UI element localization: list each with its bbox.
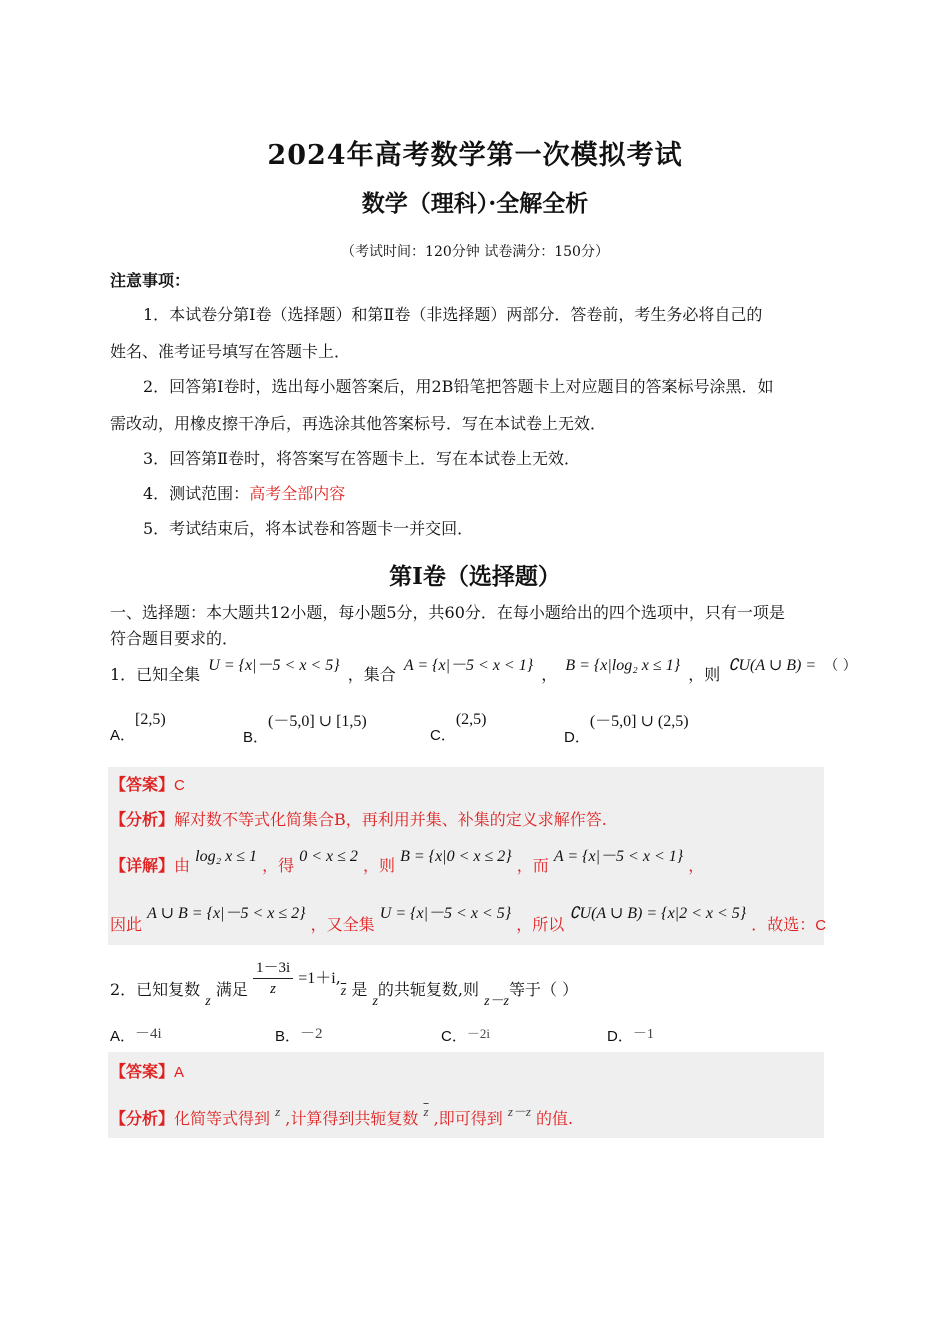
q2-frac-num: 1－3i [253,958,293,979]
q1-detail-m5: A ∪ B = {x|－5 < x ≤ 2} [147,905,306,922]
q1-answer-paren: （ ） [824,658,857,674]
q2-z: z [205,994,211,1009]
q1-detail-m7: ∁U(A ∪ B) = {x|2 < x < 5} [569,905,747,922]
q1-analysis-text: 解对数不等式化简集合B，再利用并集、补集的定义求解作答. [174,810,607,829]
q1-detail-tag: 【详解】 [110,856,175,875]
note-item-3: 3．回答第Ⅱ卷时，将答案写在答题卡上．写在本试卷上无效． [143,449,581,468]
q1-set-a: A = {x|－5 < x < 1} [403,657,534,674]
q1-analysis-tag: 【分析】 [110,810,175,829]
q1-prefix: 1．已知全集 [110,665,201,684]
q1-sep: ， [541,665,558,684]
q1-detail-t4: ，而 [516,856,549,875]
q2-zbar: $\overline{z}$ [340,984,347,999]
q2-analysis-t2: ,计算得到共轭复数 [285,1109,419,1128]
q1-option-c-label: C． [430,727,456,744]
q1-option-d-label: D． [564,729,590,746]
q1-detail-m2: 0 < x ≤ 2 [299,848,358,865]
note-item-1: 1．本试卷分第Ⅰ卷（选择题）和第Ⅱ卷（非选择题）两部分．答卷前，考生务必将自己的 [143,305,763,324]
q2-analysis-z: z [275,1104,281,1119]
q1-detail-m4: A = {x|－5 < x < 1} [553,848,684,865]
q1-option-d [564,708,689,746]
q2-answer [110,1059,184,1082]
q1-text-mid1: ，集合 [347,665,396,684]
q2-option-c-label: C． [441,1028,467,1045]
q1-option-b-label: B． [243,729,269,746]
q2-answer-value: A [174,1064,185,1081]
q1-detail-t3: ，则 [363,856,396,875]
q1-expression: ∁U(A ∪ B) = [728,657,817,674]
question-1 [110,652,857,684]
note-item-2: 2．回答第Ⅰ卷时，选出每小题答案后，用2B铅笔把答题卡上对应题目的答案标号涂黑．如 [143,377,774,396]
q1-answer-tag: 【答案】 [110,775,175,794]
q2-analysis-zbar: $\overline{z}$ [423,1104,429,1119]
note-item-4 [143,481,345,504]
q1-option-a-label: A． [110,727,136,744]
q2-t4: 的共轭复数,则 [377,980,479,999]
q1-detail-t6: 因此 [110,915,143,934]
q2-option-a [110,1022,162,1043]
q1-detail-m3: B = {x|0 < x ≤ 2} [400,848,512,865]
q2-fraction [253,958,293,999]
note-item-1-cont: 姓名、准考证号填写在答题卡上． [110,342,351,361]
q2-option-c [441,1022,490,1043]
q2-analysis-tag: 【分析】 [110,1109,175,1128]
instructions-cont: 符合题目要求的． [110,629,239,648]
q2-t2: , [335,968,341,987]
q1-detail-t8: ，所以 [516,915,565,934]
q1-detail-t5: ， [688,856,705,875]
instructions: 一、选择题：本大题共12小题，每小题5分，共60分．在每小题给出的四个选项中，只有一项是 [110,603,785,622]
q2-option-a-value: －4i [135,1026,162,1042]
q2-analysis-expr: z－z [507,1104,531,1119]
q1-detail-m1: log₂ x ≤ 1 [195,848,258,865]
q2-option-a-label: A． [110,1028,136,1045]
q1-option-b [243,708,367,746]
q2-option-d [607,1022,654,1043]
q1-option-a [110,708,166,744]
q2-option-c-value: －2i [466,1026,490,1041]
q1-detail-line2 [110,900,827,934]
q1-answer [110,772,185,795]
q1-detail-t9: ．故选： [751,915,816,934]
q2-analysis-t1: 化简等式得到 [174,1109,271,1128]
q1-detail-t7: ，又全集 [310,915,375,934]
q2-option-b [275,1022,323,1043]
q2-answer-tag: 【答案】 [110,1062,175,1081]
q2-option-d-value: －1 [632,1027,654,1042]
note-item-4-label: 4．测试范围： [143,484,250,503]
q1-option-c-value: (2,5) [455,711,487,728]
q2-option-b-label: B． [275,1028,301,1045]
q1-option-c [430,708,487,744]
q2-analysis-t4: 的值. [536,1109,574,1128]
q1-detail-t1: 由 [174,856,191,875]
page-title: 2024年高考数学第一次模拟考试 [267,140,683,171]
note-item-2-cont: 需改动，用橡皮擦干净后，再选涂其他答案标号．写在本试卷上无效． [110,414,607,433]
q1-analysis [110,807,607,830]
q2-analysis-t3: ,即可得到 [433,1109,503,1128]
notes-heading: 注意事项： [110,271,191,290]
q2-frac-den: z [270,981,276,997]
q1-universal-set: U = {x|－5 < x < 5} [208,657,340,674]
note-item-5: 5．考试结束后，将本试卷和答题卡一并交回． [143,519,474,538]
q1-option-d-value: (－5,0] ∪ (2,5) [589,713,689,730]
q1-detail-choice: C [815,917,827,934]
q2-prefix: 2．已知复数 [110,980,201,999]
exam-meta: （考试时间：120分钟 试卷满分：150分） [341,244,609,260]
q2-t3: 是 [351,980,368,999]
q1-detail-line1 [110,843,705,875]
test-scope: 高考全部内容 [249,484,346,503]
q2-t5: 等于（ ） [508,980,579,999]
q2-expression: z－z [484,994,509,1009]
q1-answer-value: C [174,777,185,794]
q2-analysis [110,1098,574,1128]
q2-option-d-label: D． [607,1028,633,1045]
q1-set-b: B = {x|log₂ x ≤ 1} [565,657,681,674]
q1-option-b-value: (－5,0] ∪ [1,5) [268,713,367,730]
q2-option-b-value: －2 [300,1026,323,1042]
q2-z-2: z [372,994,378,1009]
q1-text-mid2: ，则 [688,665,721,684]
q2-t1: 满足 [215,980,248,999]
question-2 [110,958,579,1009]
page-subtitle: 数学（理科）·全解全析 [361,190,589,217]
q1-option-a-value: [2,5) [135,711,166,728]
q1-detail-t2: ，得 [262,856,295,875]
q2-eq-rhs: =1＋i [298,970,336,987]
q1-detail-m6: U = {x|－5 < x < 5} [379,905,512,922]
section-title: 第Ⅰ卷（选择题） [389,563,561,590]
